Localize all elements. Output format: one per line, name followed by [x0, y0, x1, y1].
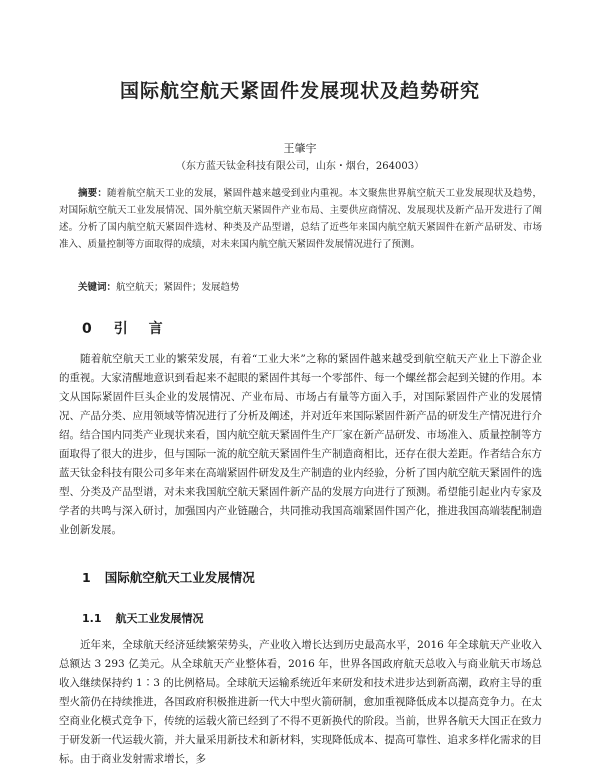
section-number: 0	[82, 321, 100, 337]
section-title: 引 言	[113, 321, 171, 337]
subsection-title: 航天工业发展情况	[115, 612, 204, 625]
paper-title: 国际航空航天紧固件发展现状及趋势研究	[119, 80, 480, 102]
keywords	[59, 279, 542, 296]
paragraph-1-1: 近年来，全球航天经济延续繁荣势头，产业收入增长达到历史最高水平，2016 年全球航天产业收入总额达 3 293 亿美元。从全球航天产业整体看，2016 年，世界各国政府航天总收入与商业航天市场总收入继续保持约 1∶3 的比例格局。全球航天运输系统近年来研发和技术进步达到新高潮，政府主导的重型火箭仍在持续推进，各国政府积极推进新一代大中型火箭研制，愈加重视降低成本以提高竞争力。在太空商业化模式竞争下，传统的运载火箭已经到了不得不更新换代的阶段。当前，世界各航天大国正在致力于研发新一代运载火箭，并大量采用新技术和新材料，实现降低成本、提高可靠性、追求多样化需求的目标。由于商业发射需求增长，多	[59, 639, 542, 765]
keywords-text: 航空航天；紧固件；发展趋势	[116, 282, 240, 293]
section-heading-1	[82, 568, 255, 586]
abstract-text: 随着航空航天工业的发展，紧固件越来越受到业内重视。本文聚焦世界航空航天工业发展现状及趋势，对国际航空航天工业发展情况、国外航空航天紧固件产业布局、主要供应商情况、发展现状及新产品开发进行了阐述。分析了国内航空航天紧固件选材、种类及产品型谱，总结了近些年来国内航空航天紧固件在新产品研发、市场准入、质量控制等方面取得的成绩，对未来国内航空航天紧固件发展情况进行了预测。	[59, 188, 542, 250]
intro-paragraph: 随着航空航天工业的繁荣发展，有着“工业大米”之称的紧固件越来越受到航空航天产业上下游企业的重视。大家清醒地意识到看起来不起眼的紧固件其每一个零部件、每一个螺丝都会起到关键的作用。本文从国际紧固件巨头企业的发展情况、产业布局、市场占有量等方面入手，对国际紧固件产业的发展情况、产品分类、应用领域等情况进行了分析及阐述，并对近年来国际紧固件新产品的研发生产情况进行介绍。结合国内同类产业现状来看，国内航空航天紧固件生产厂家在新产品研发、市场准入、质量控制等方面取得了很大的进步，但与国际一流的航空航天紧固件生产制造商相比，还存在很大差距。作者结合东方蓝天钛金科技有限公司多年来在高端紧固件研发及生产制造的业内经验，分析了国内航空航天紧固件的选型、分类及产品型谱，对未来我国航空航天紧固件新产品的发展方向进行了预测。希望能引起业内专家及学者的共鸣与深入研讨，加强国内产业链融合，共同推动我国高端紧固件国产化，推进我国高端装配制造业创新发展。	[59, 353, 542, 536]
section-heading-introduction	[82, 318, 171, 338]
section-title: 国际航空航天工业发展情况	[104, 570, 255, 585]
section-number: 1	[82, 570, 91, 585]
subsection-number: 1.1	[82, 612, 102, 625]
abstract-label: 摘要：	[78, 188, 108, 199]
abstract	[59, 185, 542, 253]
author-affiliation: （东方蓝天钛金科技有限公司，山东・烟台，264003）	[175, 161, 425, 172]
subsection-heading-1-1	[82, 610, 204, 626]
keywords-label: 关键词：	[78, 282, 117, 293]
author-name: 王肇宇	[283, 142, 317, 155]
